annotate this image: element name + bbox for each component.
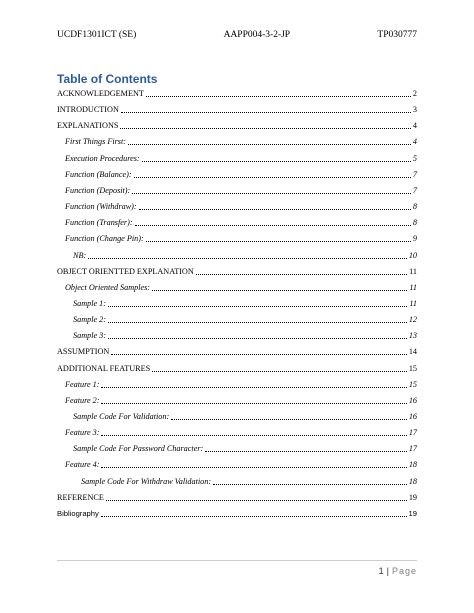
toc-entry-title: Function (Deposit): [65,185,131,195]
toc-entry-title: First Things First: [65,137,126,147]
toc-entry-page: 15 [408,363,417,373]
toc-entry[interactable] [57,330,417,341]
toc-dot-leader [152,371,407,372]
toc-entry-title: Sample Code For Password Character: [73,444,204,454]
toc-entry-page: 16 [408,395,417,405]
toc-entry-title: Bibliography [57,508,99,518]
toc-dot-leader [121,112,411,113]
toc-entry[interactable] [57,363,417,374]
toc-dot-leader [108,338,407,339]
toc-entry-page: 19 [408,492,417,502]
toc-entry-title: Feature 4: [65,460,100,470]
footer-page-word: Page [391,566,417,576]
toc-entry[interactable] [57,282,417,293]
toc-dot-leader [152,290,407,291]
toc-entry-page: 11 [409,282,417,292]
toc-entry-title: Feature 3: [65,428,100,438]
toc-dot-leader [88,258,407,259]
toc-entry-page: 16 [408,412,417,421]
toc-entry-title: REFERENCE [57,492,104,502]
toc-entry-title: Sample 3: [73,331,106,341]
toc-entry[interactable] [57,443,417,454]
toc-entry[interactable] [57,88,417,99]
toc-entry-title: OBJECT ORIENTTED EXPLANATION [57,266,194,276]
toc-entry-page: 19 [408,508,417,518]
toc-entry-title: ASSUMPTION [57,347,110,357]
toc-dot-leader [135,225,411,226]
toc-entry-page: 11 [409,298,417,308]
toc-dot-leader [205,451,407,452]
toc-entry-page: 18 [408,460,417,470]
toc-entry-title: Function (Withdraw): [65,202,137,212]
toc-entry[interactable] [57,298,417,309]
toc-entry[interactable] [57,266,417,277]
toc-entry-page: 4 [412,137,417,147]
toc-dot-leader [101,403,406,404]
toc-entry-page: 7 [412,169,417,179]
toc-dot-leader [132,193,411,194]
toc-entry-title: NB: [73,250,87,260]
toc-entry-title: Function (Transfer): [65,218,133,228]
toc-entry-page: 14 [408,347,417,357]
toc-entry-title: Sample 2: [73,315,106,325]
toc-entry-page: 12 [408,315,417,325]
toc-entry-title: Function (Change Pin): [65,234,144,244]
toc-entry[interactable] [57,459,417,470]
header-module-code: AAPP004-3-2-JP [223,30,291,40]
page-header [57,28,417,42]
toc-entry-page: 15 [408,379,417,389]
toc-dot-leader [139,209,411,210]
toc-entry-page: 5 [412,153,417,163]
toc-entry-page: 4 [412,121,417,131]
toc-entry-page: 8 [412,202,417,212]
toc-entry-page: 3 [412,105,417,115]
toc-entry[interactable] [57,250,417,261]
toc-entry-title: Execution Procedures: [65,153,140,163]
toc-entry-page: 7 [412,185,417,195]
toc-entry-page: 9 [412,234,417,244]
toc-dot-leader [146,96,411,97]
toc-entry[interactable] [57,104,417,115]
toc-entry[interactable] [57,492,417,503]
toc-dot-leader [108,322,407,323]
toc-entry[interactable] [57,233,417,244]
footer-page-number: 1 [378,566,384,576]
toc-entry-title: Sample Code For Validation: [73,412,170,421]
toc-dot-leader [101,467,406,468]
toc-dot-leader [111,354,406,355]
toc-entry-title: ACKNOWLEDGEMENT [57,89,144,98]
toc-dot-leader [101,387,406,388]
toc-entry-title: Function (Balance): [65,169,132,179]
toc-entry[interactable] [57,136,417,147]
header-course-code: UCDF1301ICT (SE) [57,30,137,40]
toc-dot-leader [101,435,406,436]
toc-entry-title: EXPLANATIONS [57,121,119,131]
toc-entry-title: Sample Code For Withdraw Validation: [81,476,212,486]
toc-entry[interactable] [57,346,417,357]
toc-entry[interactable] [57,201,417,212]
toc-entry-title: Feature 2: [65,395,100,405]
toc-entry-page: 10 [408,250,417,260]
toc-dot-leader [146,241,411,242]
toc-entry-title: Object Oriented Samples: [65,282,151,292]
toc-entry[interactable] [57,508,417,519]
toc-entry-page: 13 [408,331,417,341]
toc-entry-page: 18 [408,476,417,486]
toc-entry-title: Sample 1: [73,298,106,308]
toc-entry-title: INTRODUCTION [57,105,119,115]
toc-entry[interactable] [57,120,417,131]
toc-entry-page: 2 [412,89,417,98]
page-footer [379,566,417,576]
header-student-id: TP030777 [377,30,417,40]
toc-entry[interactable] [57,153,417,164]
toc-dot-leader [142,161,411,162]
toc-entry[interactable] [57,185,417,196]
toc-title: Table of Contents [57,72,158,86]
toc-dot-leader [128,144,411,145]
footer-separator: | [386,566,389,576]
toc-entry[interactable] [57,314,417,325]
toc-entry[interactable] [57,476,417,487]
toc-dot-leader [213,484,407,485]
toc-entry[interactable] [57,427,417,438]
toc-entry-page: 11 [409,266,417,276]
footer-divider [57,560,417,561]
toc-entry-page: 8 [412,218,417,228]
toc-entry-title: Feature 1: [65,379,100,389]
toc-entry[interactable] [57,169,417,180]
toc-entry-page: 17 [408,428,417,438]
toc-dot-leader [120,128,411,129]
toc-dot-leader [101,516,407,517]
toc-entry[interactable] [57,379,417,390]
toc-entry-page: 17 [408,444,417,454]
toc-dot-leader [134,177,411,178]
toc-dot-leader [106,500,407,501]
toc-entry[interactable] [57,217,417,228]
toc-entry-title: ADDITIONAL FEATURES [57,363,151,373]
toc-dot-leader [108,306,407,307]
toc-dot-leader [171,419,407,420]
toc-entry[interactable] [57,395,417,406]
toc-entry[interactable] [57,411,417,422]
toc-dot-leader [196,274,407,275]
